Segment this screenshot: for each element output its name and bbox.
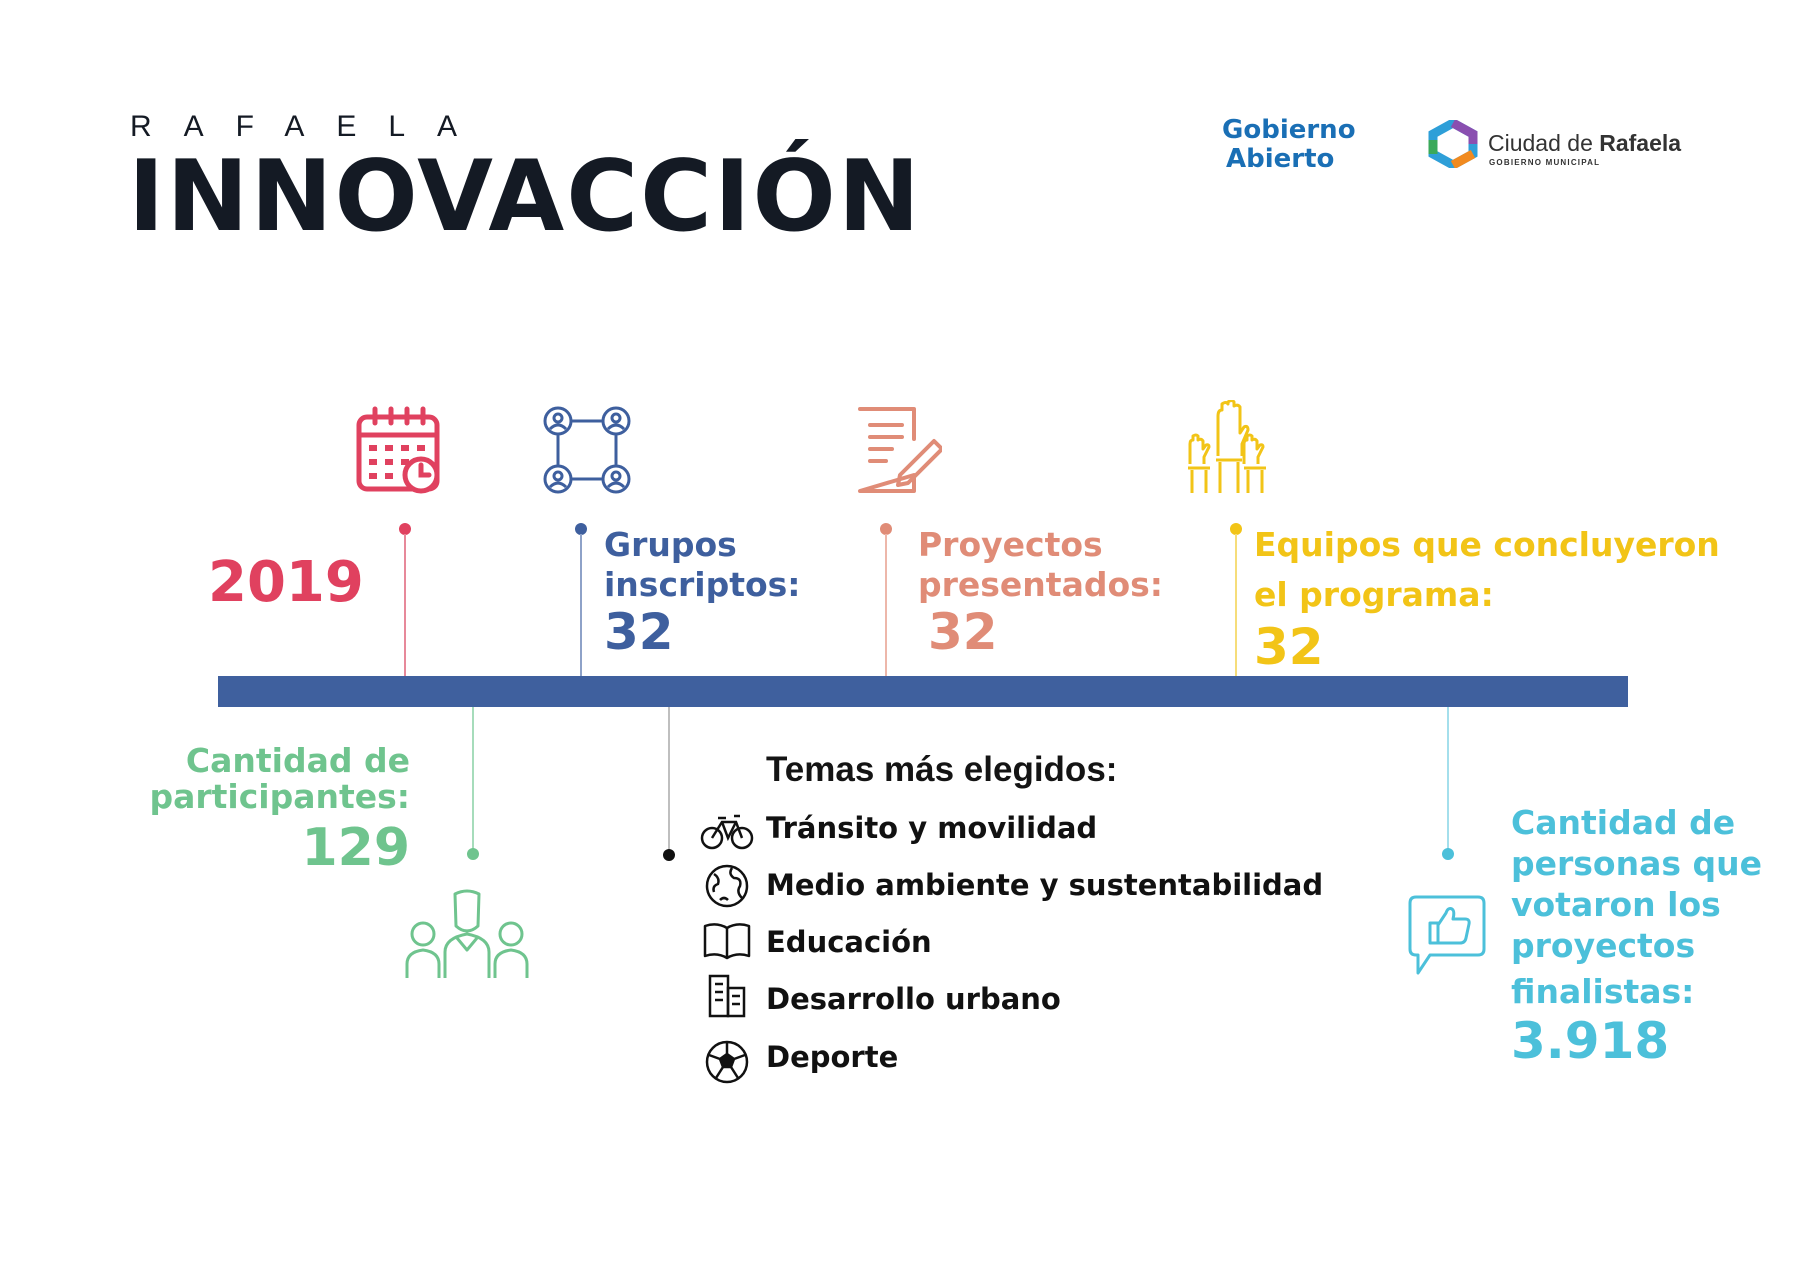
tema-item-3: Educación xyxy=(766,925,932,959)
ciudad-name-b: Rafaela xyxy=(1599,130,1682,156)
tema-item-5: Deporte xyxy=(766,1040,899,1074)
raised-hands-icon xyxy=(1182,400,1274,495)
equipos-label-1: Equipos que concluyeron xyxy=(1254,525,1720,564)
year-value: 2019 xyxy=(208,550,364,615)
tema-item-2: Medio ambiente y sustentabilidad xyxy=(766,868,1324,902)
bicycle-icon xyxy=(700,808,754,852)
votantes-label-1: Cantidad de xyxy=(1511,803,1736,842)
globe-icon xyxy=(700,864,754,908)
proyectos-label-1: Proyectos xyxy=(918,525,1103,564)
equipos-connector xyxy=(1235,534,1237,676)
timeline-bar xyxy=(218,676,1628,707)
votantes-label-3: votaron los xyxy=(1511,885,1721,924)
votantes-label-5: finalistas: xyxy=(1511,972,1695,1011)
votantes-value: 3.918 xyxy=(1511,1012,1670,1070)
soccer-ball-icon xyxy=(700,1040,754,1084)
votantes-dot xyxy=(1442,848,1454,860)
year-connector xyxy=(404,534,406,676)
equipos-value: 32 xyxy=(1254,618,1324,676)
participantes-connector xyxy=(472,707,474,853)
temas-title: Temas más elegidos: xyxy=(766,750,1118,789)
proyectos-stat xyxy=(918,525,1163,659)
proyectos-value: 32 xyxy=(928,603,998,661)
tema-item-1: Tránsito y movilidad xyxy=(766,811,1098,845)
participantes-value: 129 xyxy=(301,818,410,878)
proyectos-connector xyxy=(885,534,887,676)
grupos-label-1: Grupos xyxy=(604,525,737,564)
participantes-label-2: participantes: xyxy=(149,777,410,816)
grupos-value: 32 xyxy=(604,603,674,661)
votantes-label-4: proyectos xyxy=(1511,926,1696,965)
participantes-dot xyxy=(467,848,479,860)
temas-dot xyxy=(663,849,675,861)
ciudad-rafaela-name xyxy=(1488,130,1681,157)
participantes-stat xyxy=(110,743,410,881)
calendar-clock-icon xyxy=(355,405,445,495)
brand-subtitle: RAFAELA xyxy=(130,110,490,143)
people-network-icon xyxy=(542,405,632,495)
grupos-stat xyxy=(604,525,801,659)
building-icon xyxy=(700,974,754,1018)
equipos-label-2: el programa: xyxy=(1254,575,1494,614)
ciudad-name-a: Ciudad de xyxy=(1488,130,1593,156)
temas-connector xyxy=(668,707,670,853)
thumbs-up-chat-icon xyxy=(1408,895,1488,977)
gobierno-logo-line2: Abierto xyxy=(1226,144,1335,174)
gobierno-logo-line1: Gobierno xyxy=(1222,115,1356,145)
gobierno-abierto-logo xyxy=(1222,116,1356,174)
participantes-label-1: Cantidad de xyxy=(185,741,410,780)
equipos-stat xyxy=(1254,520,1720,674)
grupos-label-2: inscriptos: xyxy=(604,565,801,604)
proyectos-label-2: presentados: xyxy=(918,565,1163,604)
votantes-stat xyxy=(1511,802,1762,1068)
ciudad-rafaela-hexagon-icon xyxy=(1428,120,1478,168)
group-people-icon xyxy=(405,888,530,980)
votantes-connector xyxy=(1447,707,1449,853)
votantes-label-2: personas que xyxy=(1511,844,1762,883)
document-pencil-icon xyxy=(856,405,942,495)
tema-item-4: Desarrollo urbano xyxy=(766,982,1061,1016)
grupos-connector xyxy=(580,534,582,676)
ciudad-rafaela-sub: GOBIERNO MUNICIPAL xyxy=(1489,158,1601,167)
book-icon xyxy=(700,920,754,964)
brand-title: INNOVACCIÓN xyxy=(128,140,922,254)
